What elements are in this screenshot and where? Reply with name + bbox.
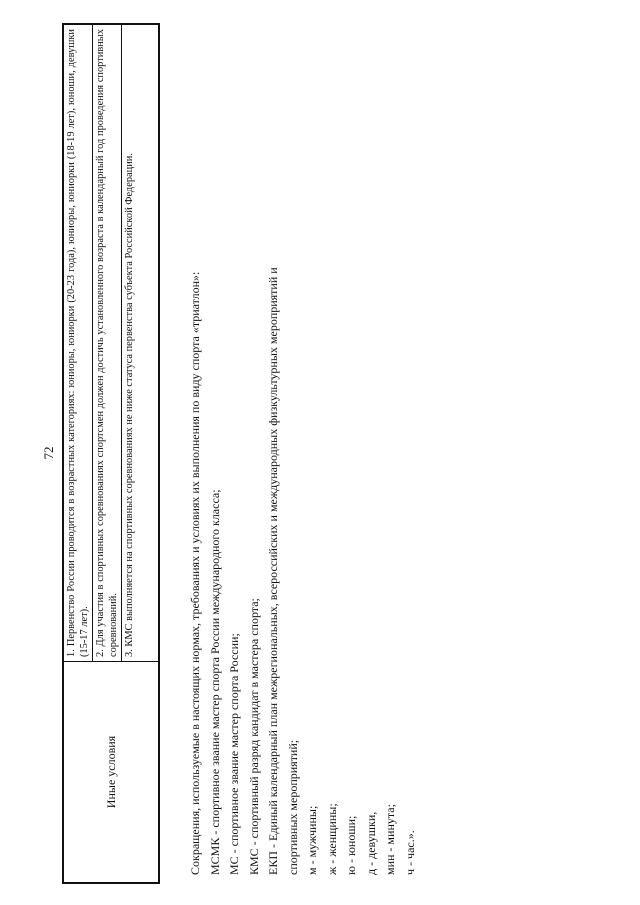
abbrev-yu: ю - юноши;: [344, 815, 358, 875]
abbrev-ms: МС - спортивное звание мастер спорта России;: [227, 633, 241, 875]
table-label-cell: Иные условия: [63, 662, 159, 884]
abbrev-m: м - мужчины;: [305, 805, 319, 875]
abbreviations-intro: Сокращения, используемые в настоящих нормах, требованиях и условиях их выполнения по виду спорта «триатлон»:: [188, 271, 202, 875]
abbrev-d: д - девушки,: [363, 811, 378, 875]
abbrev-zh: ж - женщины;: [324, 803, 339, 875]
abbrev-ch: ч - час.».: [402, 830, 417, 875]
abbreviations-block: [186, 25, 420, 875]
page-number: 72: [41, 446, 56, 460]
condition-item-1: 1. Первенство России проводится в возрастных категориях: юниоры, юниорки (20-23 года), юниоры, юниорки (18-19 лет), юноши, девушки (15-17 лет).: [66, 29, 90, 657]
abbrev-kms: КМС - спортивный разряд кандидат в мастера спорта;: [246, 598, 261, 875]
abbrev-ekp: ЕКП - Единый календарный план межрегиональных, всероссийских и международных физкультурных мероприятий и: [266, 267, 280, 875]
abbrev-ekp-continued: спортивных мероприятий;: [285, 739, 300, 875]
table-conditions-cell: [63, 24, 159, 662]
abbrev-min: мин - минута;: [383, 804, 397, 875]
table-row: [63, 24, 159, 883]
condition-item-2: 2. Для участия в спортивных соревнованиях спортсмен должен достичь установленного возраста в календарный год проведения спортивных соревнований.: [92, 25, 121, 661]
condition-item-3: 3. КМС выполняется на спортивных соревнованиях не ниже статуса первенства субъекта Российской Федерации.: [121, 25, 138, 661]
other-conditions-table: [62, 23, 160, 884]
abbrev-msmk: МСМК - спортивное звание мастер спорта России международного класса;: [207, 489, 222, 875]
